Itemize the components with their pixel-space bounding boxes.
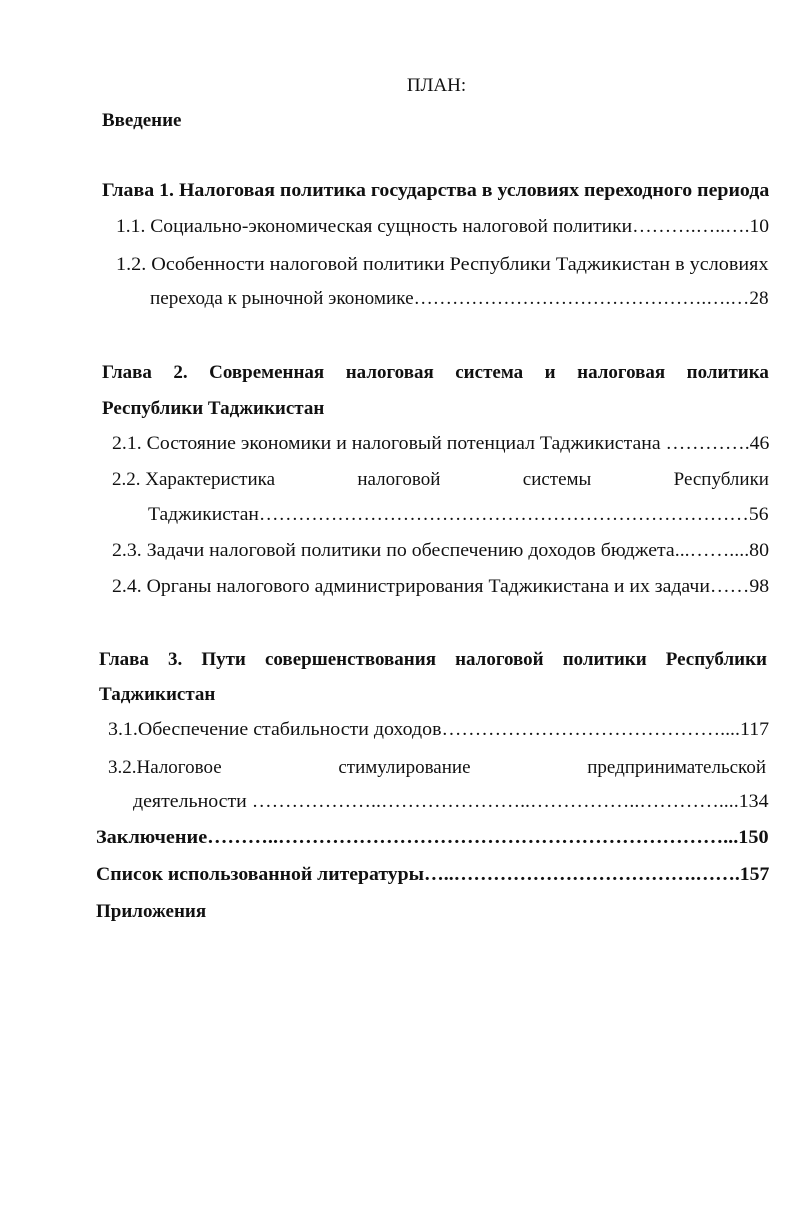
toc-item-2-2: 2.2. Характеристика налоговой системы Республики — [112, 469, 769, 490]
toc-item-2-2-cont: Таджикистан…………………………………………………………………56 — [148, 504, 769, 525]
toc-item-2-1: 2.1. Состояние экономики и налоговый потенциал Таджикистана ………….46 — [112, 433, 770, 454]
chapter-2-heading: Глава 2. Современная налоговая система и налоговая политика — [102, 362, 769, 383]
chapter-2-heading-cont: Республики Таджикистан — [102, 398, 325, 419]
toc-intro: Введение — [102, 110, 182, 131]
toc-item-1-2-cont: перехода к рыночной экономике……………………………………….….…28 — [150, 288, 769, 309]
toc-literature: Список использованной литературы…..……………………………….…….157 — [96, 864, 770, 885]
toc-item-2-3: 2.3. Задачи налоговой политики по обеспечению доходов бюджета...……....80 — [112, 540, 770, 561]
toc-item-1-1: 1.1. Социально-экономическая сущность налоговой политики……….…..….10 — [116, 216, 770, 237]
toc-item-3-2-cont: деятельности ………………..…………………..……………..…………....134 — [133, 791, 769, 812]
page-title: ПЛАН: — [406, 75, 467, 96]
toc-item-1-2: 1.2. Особенности налоговой политики Республики Таджикистан в условиях — [116, 254, 769, 275]
toc-appendix: Приложения — [96, 901, 207, 922]
toc-item-3-2: 3.2.Налоговое стимулирование предпринимательской — [108, 757, 766, 778]
toc-conclusion: Заключение………..…………………………………………………………...150 — [96, 827, 769, 848]
chapter-3-heading-cont: Таджикистан — [99, 684, 216, 705]
chapter-1-heading: Глава 1. Налоговая политика государства в условиях переходного периода — [102, 180, 770, 201]
toc-item-2-4: 2.4. Органы налогового администрирования Таджикистана и их задачи……98 — [112, 576, 770, 597]
chapter-3-heading: Глава 3. Пути совершенствования налоговой политики Республики — [99, 649, 767, 670]
toc-item-3-1: 3.1.Обеспечение стабильности доходов……………………………………....117 — [108, 719, 770, 740]
